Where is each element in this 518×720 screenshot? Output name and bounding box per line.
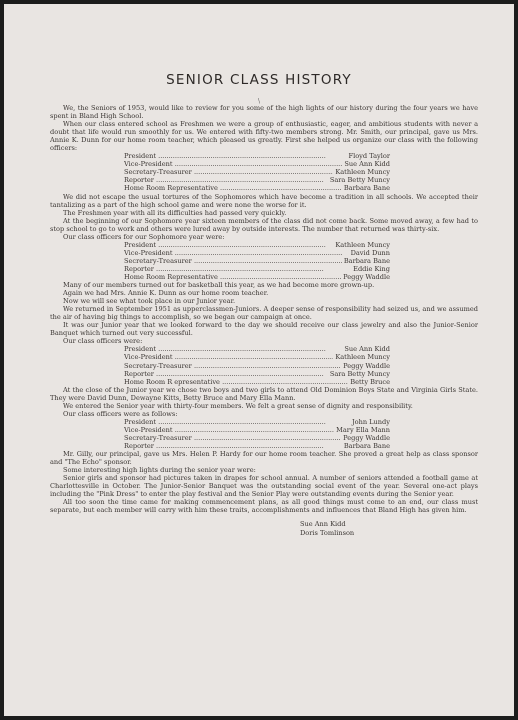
officer-role: Vice-President ..... xyxy=(124,160,342,168)
paragraph: Now we will see what took place in our Junior year. xyxy=(63,297,236,306)
officer-name: Barbara Bane xyxy=(343,256,390,265)
officer-row xyxy=(124,442,390,450)
officer-role: Home Room Representative ..... xyxy=(124,184,342,192)
paragraph: Mr. Gilly, our principal, gave us Mrs. Helen P. Hardy for our home room teacher. She proved a great help as class sponsor and "The Echo" sponsor. xyxy=(50,450,478,467)
officer-name: Mary Ella Mann xyxy=(336,425,390,434)
paragraph: We entered the Senior year with thirty-four members. We felt a great sense of dignity and responsibility. xyxy=(63,401,413,410)
officer-role: Reporter ..... xyxy=(124,442,342,450)
officer-name: Floyd Taylor xyxy=(348,152,390,161)
officer-name: Peggy Waddle xyxy=(343,433,390,442)
officer-row xyxy=(124,265,390,273)
page-title: SENIOR CLASS HISTORY xyxy=(166,72,352,88)
signature-name: Sue Ann Kidd xyxy=(300,520,346,529)
ink-mark: \ xyxy=(258,98,261,105)
officer-name: John Lundy xyxy=(351,417,390,426)
officer-row xyxy=(124,345,390,353)
paragraph: When our class entered school as Freshmen we were a group of enthusiastic, eager, and ambitious students with never a doubt that life would run smoothly for us. We entered with fifty-two members strong. Mr. Smith, our principal, gave us Mrs. Annie K. Dunn for our home room teacher, which pleased us greatly. First she helped us organize our class with the following officers: xyxy=(50,120,478,153)
document-page xyxy=(4,4,514,716)
paragraph: Our class officers for our Sophomore year were: xyxy=(63,232,225,241)
officer-role: Secretary-Treasurer ..... xyxy=(124,362,341,370)
officer-role: President ..... xyxy=(124,241,333,249)
officer-role: Reporter ..... xyxy=(124,176,328,184)
paragraph: Senior girls and sponsor had pictures taken in drapes for school annual. A number of seniors attended a football game at Charlottesville in October. The Junior-Senior Banquet was the outstanding social event of the year. Several one-act plays including the "Pink Dress" to enter the play festival and the Senior Play were outstanding events during the Senior year. xyxy=(50,474,478,499)
officer-row xyxy=(124,370,390,378)
paragraph: It was our Junior year that we looked forward to the day we should receive our class jewelry and also the Junior-Senior Banquet which turned out very successful. xyxy=(50,321,478,338)
officer-role: Reporter ..... xyxy=(124,265,351,273)
officer-row xyxy=(124,249,390,257)
officer-role: Secretary-Treasurer ..... xyxy=(124,168,333,176)
officer-role: President ..... xyxy=(124,345,342,353)
officer-row xyxy=(124,273,390,281)
paragraph: We, the Seniors of 1953, would like to review for you some of the high lights of our history during the four years we have spent in Bland High School. xyxy=(50,104,478,121)
officer-role: President ..... xyxy=(124,152,347,160)
officer-row xyxy=(124,434,390,442)
paragraph: The Freshmen year with all its difficulties had passed very quickly. xyxy=(63,208,287,217)
paragraph: At the close of the Junior year we chose two boys and two girls to attend Old Dominion Boys State and Virginia Girls State. They were David Dunn, Dewayne Kitts, Betty Bruce and Mary Ella Mann. xyxy=(50,385,478,402)
officer-row xyxy=(124,378,390,386)
officer-name: Barbara Bane xyxy=(343,441,390,450)
paragraph: Some interesting high lights during the senior year were: xyxy=(63,466,256,475)
officer-name: Peggy Waddle xyxy=(343,272,390,281)
officer-row xyxy=(124,152,390,160)
officer-row xyxy=(124,160,390,168)
officer-role: Reporter ..... xyxy=(124,370,328,378)
officer-row xyxy=(124,362,390,370)
officer-role: President ..... xyxy=(124,418,350,426)
paragraph: At the beginning of our Sophomore year sixteen members of the class did not come back. Some moved away, a few had to stop school to go to work and others were lured away by outside interests. The number that returned was thirty-six. xyxy=(50,216,478,233)
paragraph: We returned in September 1951 as upperclassmen-Juniors. A deeper sense of responsibility had seized us, and we assumed the air of having big things to accomplish, so we began our campaign at once. xyxy=(50,305,478,322)
paragraph: Again we had Mrs. Annie K. Dunn as our home room teacher. xyxy=(63,289,269,298)
officer-name: David Dunn xyxy=(350,248,390,257)
officer-row xyxy=(124,426,390,434)
officer-role: Vice-President ..... xyxy=(124,353,333,361)
signature-name: Doris Tomlinson xyxy=(300,528,355,537)
officer-role: Vice-President ..... xyxy=(124,426,334,434)
officer-row xyxy=(124,184,390,192)
officer-role: Home Room Representative ..... xyxy=(124,273,341,281)
paragraph: We did not escape the usual tortures of the Sophomores which have become a tradition in all schools. We accepted their tantalizing as a part of the high school game and were none the worse for it. xyxy=(50,192,478,209)
signature-block xyxy=(300,520,478,537)
officer-role: Secretary-Treasurer ..... xyxy=(124,257,342,265)
paragraph: Our class officers were as follows: xyxy=(63,409,178,418)
officer-name: Sara Betty Muncy xyxy=(329,369,390,378)
paragraph: Many of our members turned out for basketball this year, as we had become more grown-up. xyxy=(63,281,375,290)
officer-role: Vice-President ..... xyxy=(124,249,349,257)
officer-name: Peggy Waddle xyxy=(343,361,390,370)
officer-row xyxy=(124,418,390,426)
officer-row xyxy=(124,168,390,176)
officer-role: Home Room R epresentative ..... xyxy=(124,378,348,386)
officer-name: Kathleen Muncy xyxy=(335,353,390,362)
officer-row xyxy=(124,353,390,361)
officer-name: Eddie King xyxy=(353,264,390,273)
officer-role: Secretary-Treasurer ..... xyxy=(124,434,341,442)
officer-name: Betty Bruce xyxy=(350,377,390,386)
officer-name: Kathleen Muncy xyxy=(335,240,390,249)
paragraph: Our class officers were: xyxy=(63,337,143,346)
officer-row xyxy=(124,176,390,184)
officer-name: Sara Betty Muncy xyxy=(329,176,390,185)
paragraph: All too soon the time came for making commencement plans, as all good things must come to an end, our class must separate, but each member will carry with him these traits, accomplishments and influences that Bland High has given him. xyxy=(50,498,478,515)
officer-name: Sue Ann Kidd xyxy=(344,160,390,169)
officer-name: Barbara Bane xyxy=(343,184,390,193)
document-body xyxy=(50,104,478,537)
officer-name: Sue Ann Kidd xyxy=(344,345,390,354)
officer-name: Kathleen Muncy xyxy=(335,168,390,177)
officer-row xyxy=(124,241,390,249)
officer-row xyxy=(124,257,390,265)
